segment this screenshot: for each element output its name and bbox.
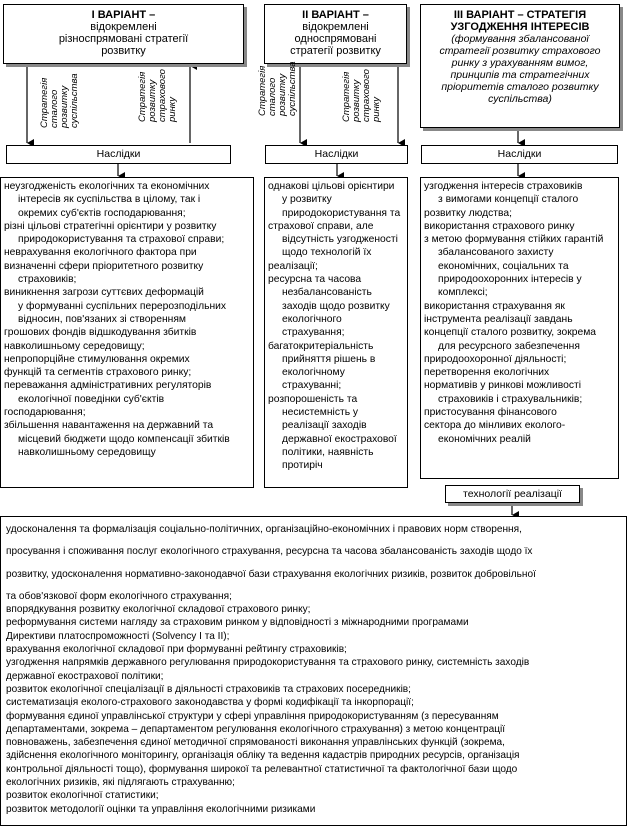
variant1-title: I ВАРІАНТ – (91, 9, 156, 21)
list-item: концепції сталого розвитку, зокрема (424, 327, 597, 339)
list-item: розвитку, удосконалення нормативно-законодавчої бази страхування екологічних ризиків, розвиток добровільної (6, 568, 536, 580)
list-item: державної екострахової (282, 433, 397, 445)
list-item: відсутність узгодженості (282, 234, 398, 246)
list-item: повноважень, забезпечення єдиної методичної спрямованості виконання управлінських функцій (зокрема, (6, 737, 505, 749)
variant1-consequences-list (0, 177, 254, 488)
list-item: використання страхування як (424, 300, 565, 312)
variant1-subtitle: відокремлені різноспрямовані стратегії розвитку (58, 21, 189, 57)
list-item: навколишньому середовищу (18, 446, 156, 458)
list-item: сектора до мінливих еколого- (424, 420, 566, 432)
list-item: державної екострахової політики; (6, 670, 164, 682)
list-item: пристосування фінансового (424, 407, 557, 419)
list-item: заходів щодо розвитку (282, 300, 390, 312)
list-item: неврахування екологічного фактора при (4, 247, 197, 259)
variant2-subtitle: відокремлені односпрямовані стратегії розвитку (290, 21, 381, 57)
variant3-title: ІІІ ВАРІАНТ – СТРАТЕГІЯ УЗГОДЖЕННЯ ІНТЕРЕСІВ (450, 9, 590, 33)
list-item: екологічних ризиків, які підлягають страхуванню; (6, 777, 235, 789)
list-item: однакові цільові орієнтири (268, 181, 395, 192)
list-item: нормативів у ринкові можливості (424, 380, 581, 392)
list-item: природоохоронних інтересів у (438, 274, 582, 286)
list-item: у формуванні суспільних перерозподільних (18, 300, 227, 312)
list-item: розвитку людства; (424, 207, 512, 219)
list-item: відносин, пов'язаних зі створенням (18, 313, 186, 325)
list-item: розвиток екологічної статистики; (6, 790, 159, 802)
list-item: просування і споживання послуг екологічного страхування, ресурсна та часова збалансованість заходів щодо їх (6, 546, 533, 558)
list-item: для ресурсного забезпечення (438, 340, 580, 352)
list-item: збільшення навантаження на державний та (4, 420, 214, 432)
list-item: формування єдиної управлінської структури у сфері управління природокористуванням (з пересуванням (6, 710, 499, 722)
list-item: переважання адміністративних регуляторів (4, 380, 212, 392)
list-item: екологічному (282, 367, 345, 379)
list-item: страховиків; (18, 274, 77, 286)
list-item: екологічної поведінки суб'єктів (18, 393, 165, 405)
list-item: ресурсна та часова (268, 274, 362, 286)
list-item: розвиток екологічної спеціалізації в діяльності страховиків та страхових посередників; (6, 683, 411, 695)
list-item: використання страхового ринку (424, 220, 575, 232)
list-item: реформування системи нагляду за страховим ринком у відповідності з міжнародними програмами (6, 617, 469, 629)
list-item: незбалансованість (282, 287, 372, 299)
consequences-box-1 (6, 145, 231, 164)
variant3-subtitle: (формування збалансованої стратегії розвитку страхового ринку з урахуванням вимог, принципів та стратегічних пріоритетів сталого розвитку суспільства) (439, 33, 601, 105)
list-item: щодо технологій їх (282, 247, 372, 259)
list-item: економічних, соціальних та (438, 260, 569, 272)
variant2-box (264, 4, 407, 64)
variant2-title: ІІ ВАРІАНТ – (302, 9, 369, 21)
list-item: екологічного (282, 313, 342, 325)
list-item: департаментами, зокрема – департаментом регулювання екологічного страхування) з метою концентрації (6, 723, 506, 735)
list-item: інтересів як суспільства в цілому, так і (18, 194, 201, 206)
list-item: неузгодженість екологічних та економічних (4, 181, 210, 192)
technology-label: технології реалізації (463, 488, 562, 500)
list-item: з вимогами концепції сталого (438, 194, 579, 206)
list-item: страхової справи, але (268, 220, 374, 232)
list-item: страховиків і страхувальників; (438, 393, 583, 405)
list-item: прийняття рішень в (282, 353, 376, 365)
list-item: узгодження напрямків державного регулювання природокористування та страхового ринку, системність заходів (6, 657, 530, 669)
list-item: природоохоронної діяльності; (424, 353, 567, 365)
list-item: непропорційне стимулювання окремих (4, 353, 190, 365)
list-item: розпорошеність та (268, 393, 358, 405)
list-item: перетворення екологічних (424, 367, 550, 379)
variant3-box (420, 4, 620, 128)
list-item: природокористування та (282, 207, 401, 219)
list-item: економічних реалій (438, 433, 531, 445)
consequences-label: Наслідки (497, 148, 542, 160)
list-item: політики, наявність (282, 446, 374, 458)
list-item: визначенні сфери пріоритетного розвитку (4, 260, 204, 272)
list-item: функцій та сегментів страхового ринку; (4, 367, 192, 379)
list-item: комплексі; (438, 287, 488, 299)
variant3-consequences-list (420, 177, 619, 479)
v1-right-arrow-label: Стратегія розвитку страхового ринку (137, 69, 178, 122)
list-item: збалансованого захисту (438, 247, 554, 259)
list-item: різні цільові стратегічні орієнтири у розвитку (4, 220, 217, 232)
list-item: врахування екологічної складової при формуванні рейтингу страховиків; (6, 644, 347, 656)
list-item: господарювання; (4, 407, 86, 419)
consequences-box-2 (265, 145, 408, 164)
list-item: узгодження інтересів страховиків (424, 181, 583, 192)
list-item: систематизація еколого-страхового законодавства у формі кодифікації та інкорпорації; (6, 697, 414, 709)
list-item: контрольної діяльності тощо), формування широкої та релевантної статистичної та фактологічної бази щодо (6, 763, 518, 775)
list-item: реалізації; (268, 260, 318, 272)
list-item: окремих суб'єктів господарювання; (18, 207, 186, 219)
variant1-box (3, 4, 244, 64)
consequences-label: Наслідки (314, 148, 359, 160)
consequences-box-3 (421, 145, 618, 164)
list-item: протиріч (282, 460, 323, 472)
list-item: удосконалення та формалізація соціально-політичних, організаційно-економічних і правових норм створення, (6, 524, 522, 535)
list-item: з метою формування стійких гарантій (424, 234, 604, 246)
list-item: та обов'язкової форм екологічного страхування; (6, 590, 232, 602)
list-item: у розвитку (282, 194, 332, 206)
v2-left-arrow-label: Стратегія сталого розвитку суспільства (257, 61, 298, 116)
list-item: багатокритеріальність (268, 340, 374, 352)
list-item: грошових фондів відшкодування збитків (4, 327, 197, 339)
list-item: інструмента реалізації завдань (424, 313, 573, 325)
v1-left-arrow-label: Стратегія сталого розвитку суспільства (39, 73, 80, 128)
technology-box (445, 485, 580, 503)
v2-right-arrow-label: Стратегія розвитку страхового ринку (341, 69, 382, 122)
list-item: навколишньому середовищу; (4, 340, 145, 352)
list-item: несистемність у (282, 407, 359, 419)
list-item: страхування; (282, 327, 345, 339)
list-item: природокористування та страхової справи; (18, 234, 225, 246)
technologies-list (0, 516, 627, 826)
list-item: розвиток методології оцінки та управління екологічними ризиками (6, 803, 316, 815)
consequences-label: Наслідки (96, 148, 141, 160)
list-item: виникнення загрози суттєвих деформацій (4, 287, 204, 299)
list-item: здійснення екологічного моніторингу, організація обліку та ведення кадастрів природних ресурсів, організація (6, 750, 520, 762)
list-item: Директиви платоспроможності (Solvency I та II); (6, 630, 230, 642)
variant2-consequences-list (264, 177, 408, 488)
list-item: місцевий бюджети щодо компенсації збитків (18, 433, 230, 445)
list-item: реалізації заходів (282, 420, 367, 432)
list-item: страхуванні; (282, 380, 342, 392)
list-item: впорядкування розвитку екологічної складової страхового ринку; (6, 604, 311, 616)
